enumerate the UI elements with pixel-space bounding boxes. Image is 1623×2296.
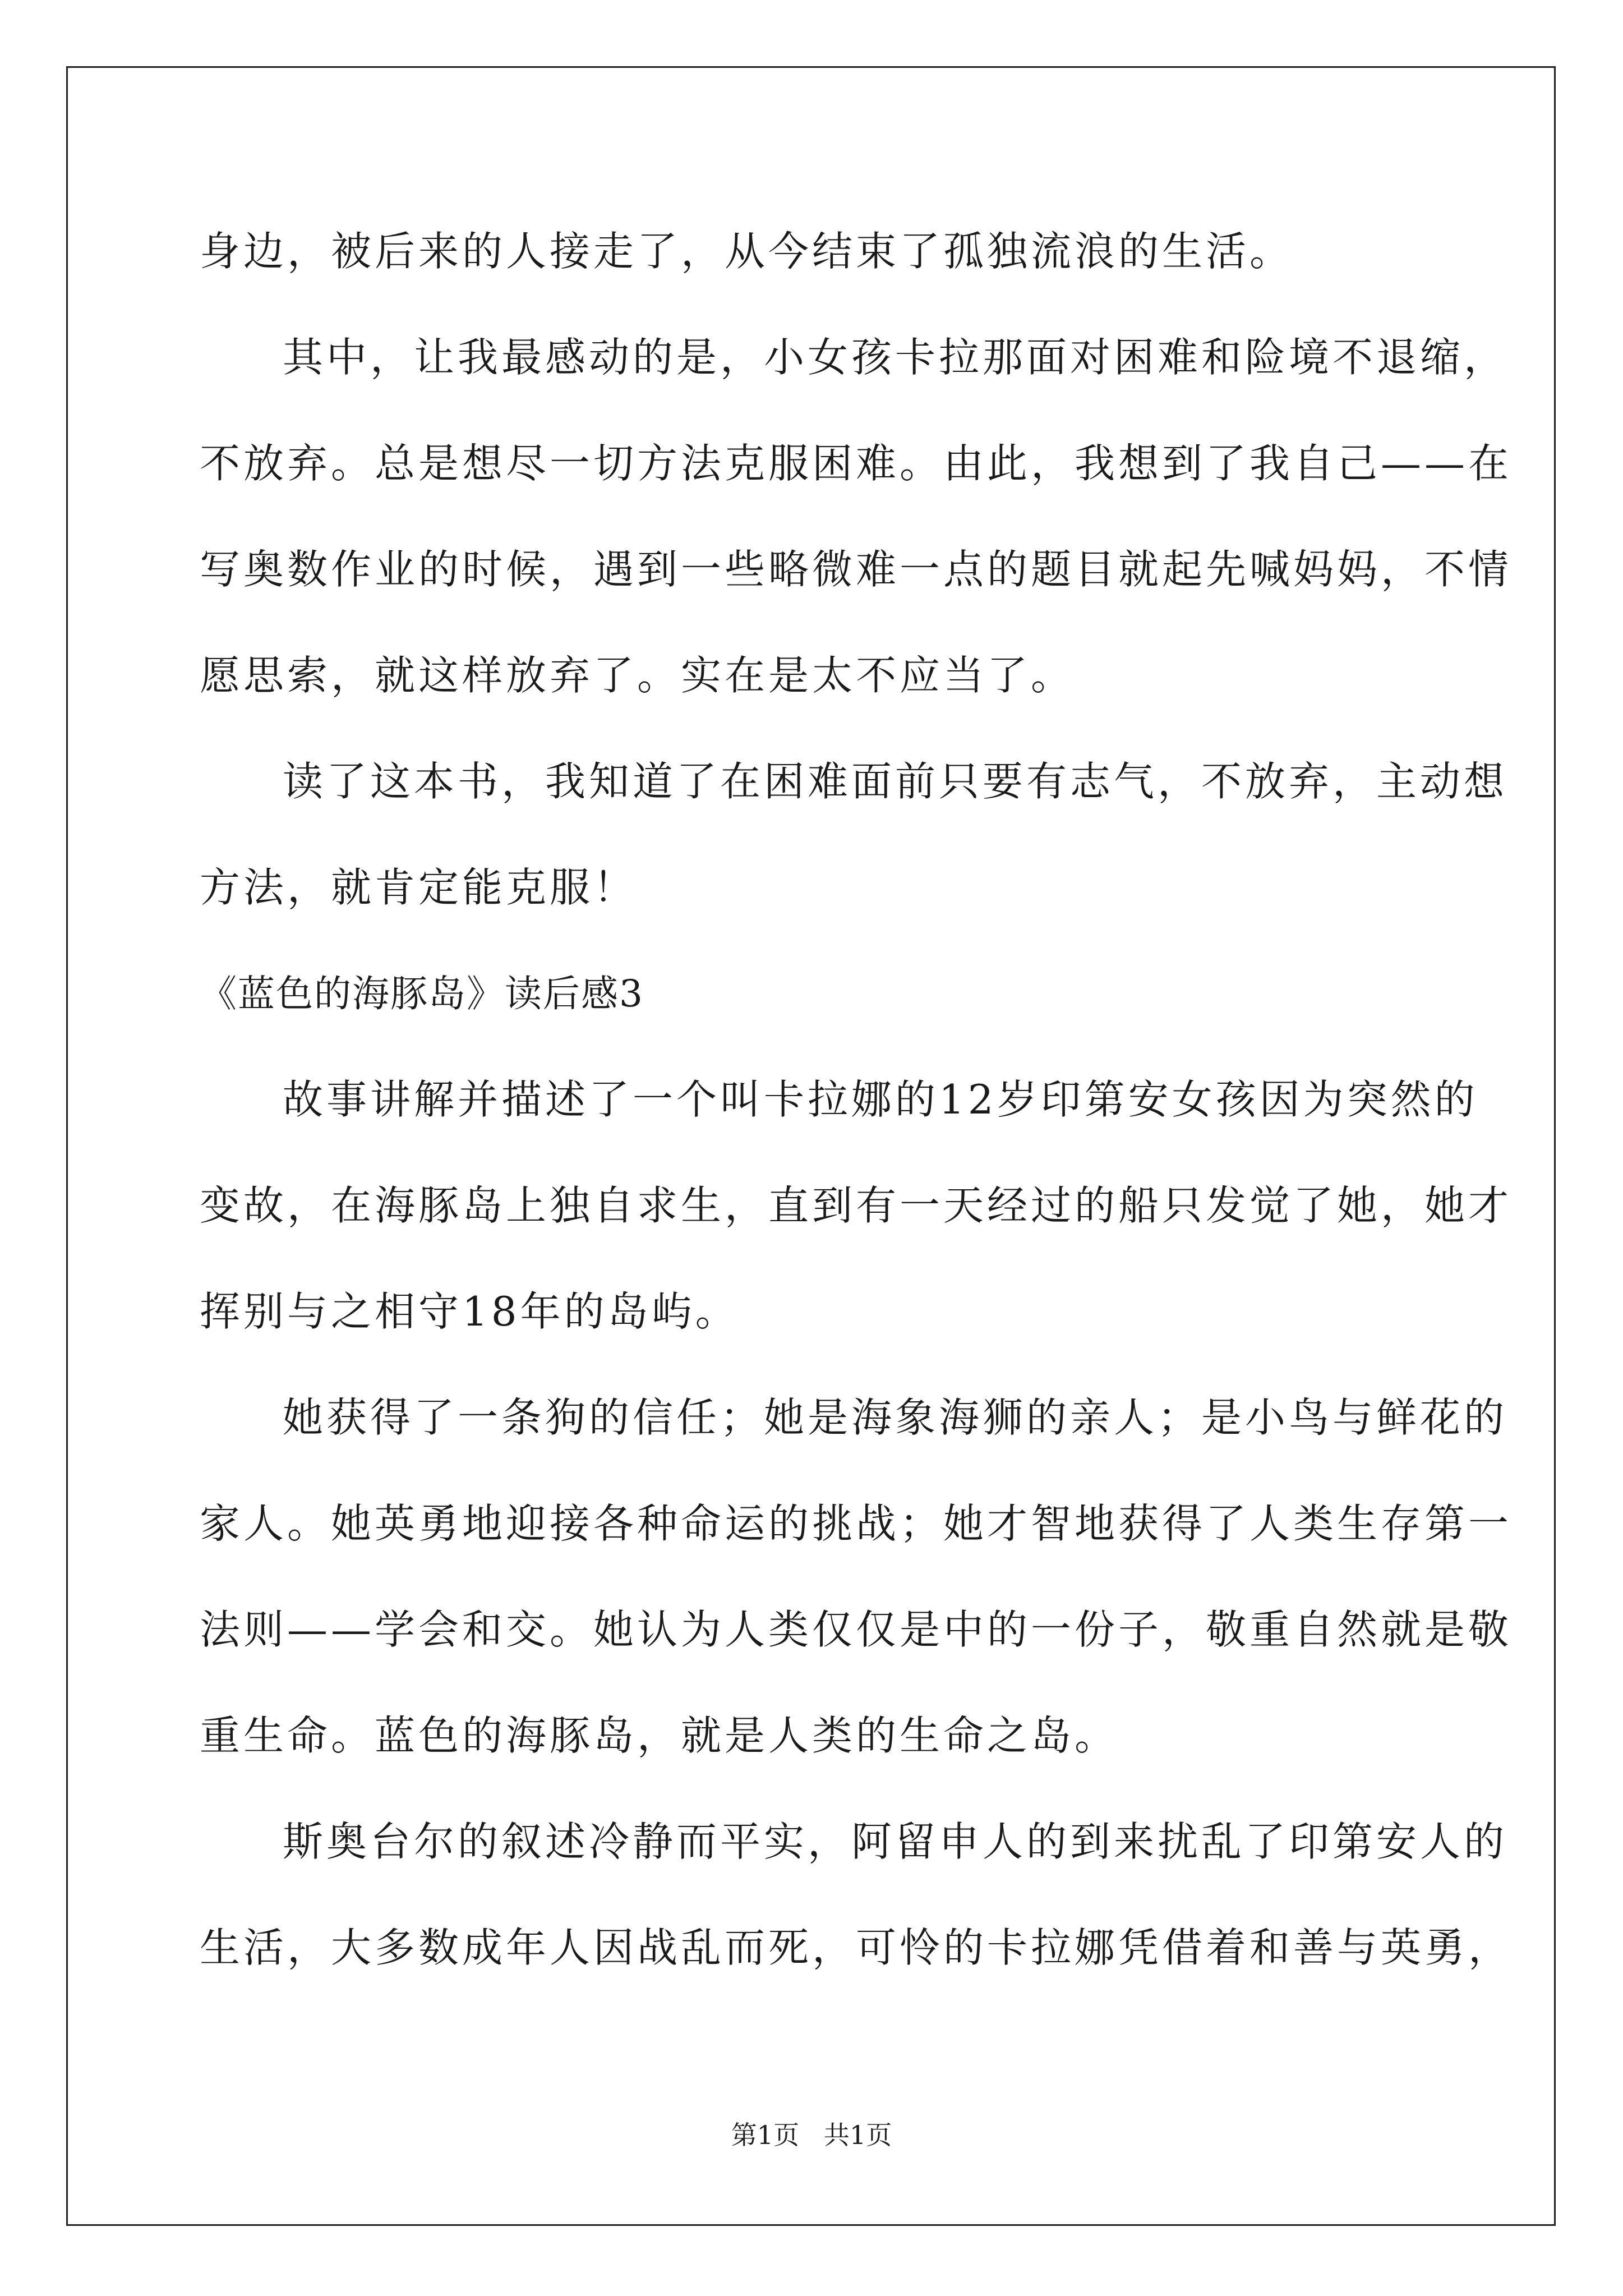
text-line-15: 重生命。蓝色的海豚岛，就是人类的生命之岛。 (200, 1712, 1119, 1759)
page-footer: 第1页 共1页 (731, 2120, 892, 2150)
text-line-2: 其中，让我最感动的是，小女孩卡拉那面对困难和险境不退缩， (283, 334, 1508, 381)
text-line-11: 挥别与之相守18年的岛屿。 (200, 1288, 739, 1335)
text-line-13: 家人。她英勇地迎接各种命运的挑战；她才智地获得了人类生存第一 (200, 1500, 1513, 1547)
text-line-17: 生活，大多数成年人因战乱而死，可怜的卡拉娜凭借着和善与英勇， (200, 1924, 1513, 1971)
text-line-12: 她获得了一条狗的信任；她是海象海狮的亲人；是小鸟与鲜花的 (283, 1394, 1508, 1441)
text-line-7: 方法，就肯定能克服！ (200, 864, 638, 911)
text-line-6: 读了这本书，我知道了在困难面前只要有志气，不放弃，主动想 (283, 758, 1508, 805)
text-line-9: 故事讲解并描述了一个叫卡拉娜的12岁印第安女孩因为突然的 (283, 1076, 1478, 1123)
text-line-16: 斯奥台尔的叙述冷静而平实，阿留申人的到来扰乱了印第安人的 (283, 1818, 1508, 1865)
text-line-3: 不放弃。总是想尽一切方法克服困难。由此，我想到了我自己——在 (200, 440, 1513, 487)
document-body (200, 199, 1513, 2001)
section-heading: 《蓝色的海豚岛》读后感3 (200, 972, 644, 1015)
text-line-14: 法则——学会和交。她认为人类仅仅是中的一份子，敬重自然就是敬 (200, 1606, 1513, 1653)
text-line-4: 写奥数作业的时候，遇到一些略微难一点的题目就起先喊妈妈，不情 (200, 546, 1513, 593)
text-line-10: 变故，在海豚岛上独自求生，直到有一天经过的船只发觉了她，她才 (200, 1182, 1513, 1229)
text-line-5: 愿思索，就这样放弃了。实在是太不应当了。 (200, 652, 1075, 699)
text-line-1: 身边，被后来的人接走了，从今结束了孤独流浪的生活。 (200, 228, 1294, 275)
